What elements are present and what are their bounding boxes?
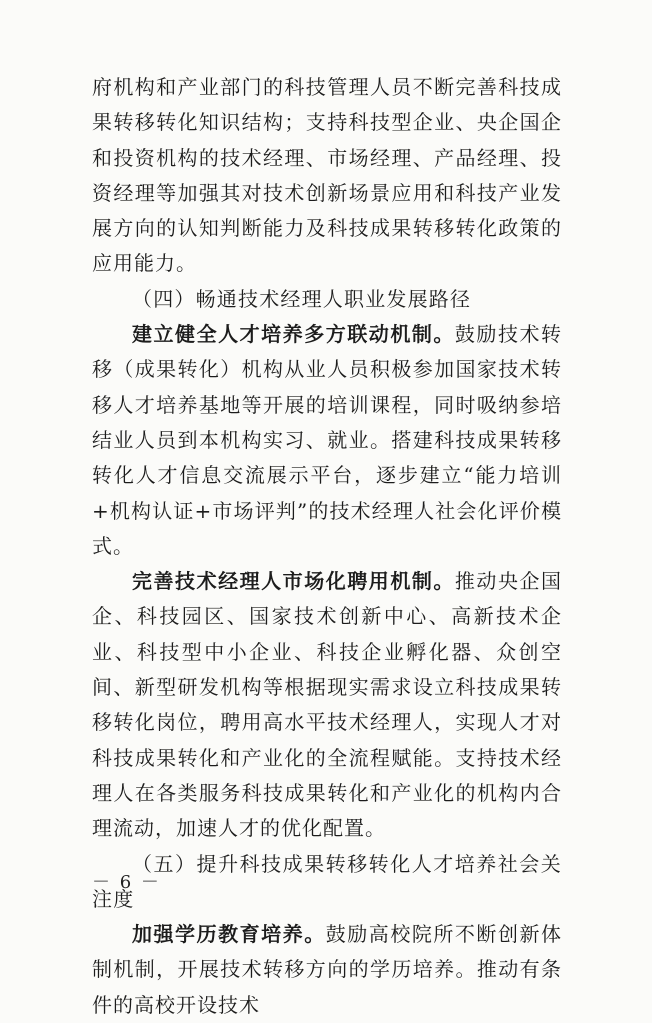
page-number: － 6 － [92,872,161,893]
paragraph-text: 推动央企国企、科技园区、国家技术创新中心、高新技术企业、科技型中小企业、科技企业孵化器、众创空间、新型研发机构等根据现实需求设立科技成果转移转化岗位，聘用高水平技术经理人，实现人才对科技成果转化和产业化的全流程赋能。支持技术经理人在各类服务科技成果转化和产业化的机构内合理流动，加速人才的优化配置。 [92,569,563,841]
paragraph-lead: 加强学历教育培养。 [132,922,326,947]
paragraph-degree-education [92,917,562,1023]
section-heading-4: （四）畅通技术经理人职业发展路径 [132,286,472,311]
paragraph-lead: 完善技术经理人市场化聘用机制。 [132,569,455,594]
section-heading-5: （五）提升科技成果转移转化人才培养社会关注度 [92,851,562,911]
document-body [92,70,562,1023]
paragraph-text: 府机构和产业部门的科技管理人员不断完善科技成果转移转化知识结构；支持科技型企业、央企国企和投资机构的技术经理、市场经理、产品经理、投资经理等加强其对技术创新场景应用和科技产业发展方向的认知判断能力及科技成果转移转化政策的应用能力。 [92,75,562,276]
paragraph-text: 鼓励技术转移（成果转化）机构从业人员积极参加国家技术转移人才培养基地等开展的培训课程，同时吸纳参培结业人员到本机构实习、就业。搭建科技成果转移转化人才信息交流展示平台，逐步建立“能力培训+机构认证+市场评判”的技术经理人社会化评价模式。 [92,322,563,558]
paragraph-market-hiring [92,564,562,846]
paragraph-text: 鼓励高校院所不断创新体制机制，开展技术转移方向的学历培养。推动有条件的高校开设技术 [92,922,563,1017]
paragraph-talent-mechanism [92,317,562,564]
paragraph-lead: 建立健全人才培养多方联动机制。 [132,322,455,347]
paragraph-continuation [92,70,562,282]
